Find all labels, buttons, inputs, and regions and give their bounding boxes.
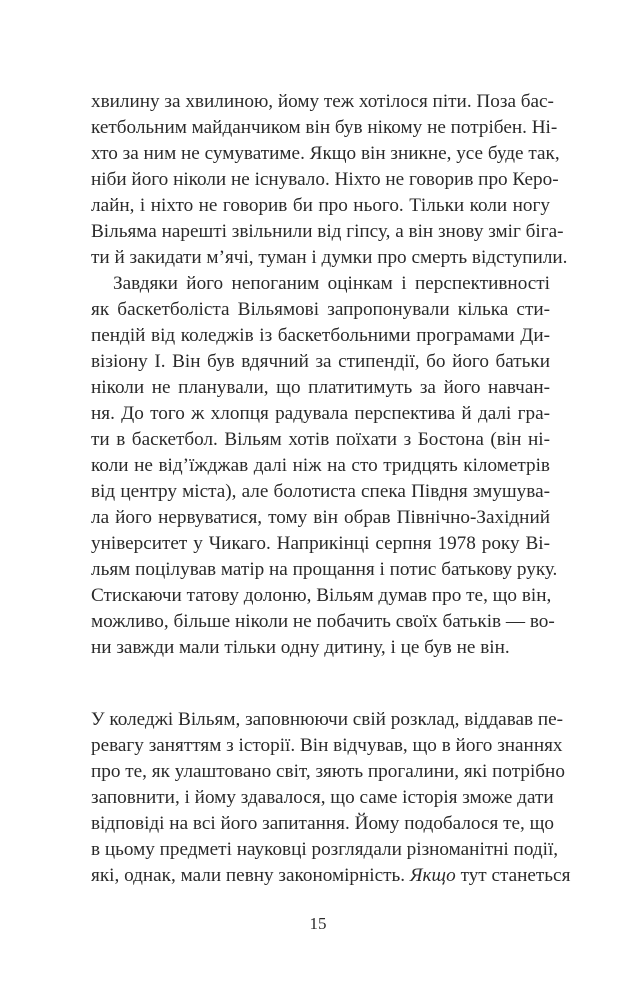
text-segment: які, однак, мали певну закономірність. bbox=[91, 865, 410, 886]
text-line: хто за ним не сумуватиме. Якщо він зникне, усе буде так, bbox=[91, 143, 560, 164]
paragraph-3 bbox=[91, 707, 571, 889]
text-line: ніколи не планували, що платитимуть за його навчан- bbox=[91, 377, 550, 398]
text-line: У коледжі Вільям, заповнюючи свій розклад, віддавав пе- bbox=[91, 709, 564, 730]
text-line: ла його нервуватися, тому він обрав Північно-Західний bbox=[91, 507, 550, 528]
text-line: ти в баскетбол. Вільям хотів поїхати з Бостона (він ні- bbox=[91, 429, 550, 450]
text-line: університет у Чикаго. Наприкінці серпня 1978 року Ві- bbox=[91, 533, 550, 554]
text-line: ня. До того ж хлопця радувала перспектива й далі гра- bbox=[91, 403, 550, 424]
text-segment: тут станеться bbox=[455, 865, 571, 886]
text-line: ни завжди мали тільки одну дитину, і це був не він. bbox=[91, 637, 510, 658]
text-line: візіону І. Він був вдячний за стипендії, бо його батьки bbox=[91, 351, 550, 372]
text-line: Завдяки його непоганим оцінкам і перспективності bbox=[113, 273, 550, 294]
text-line: заповнити, і йому здавалося, що саме історія зможе дати bbox=[91, 787, 554, 808]
page-body-top bbox=[91, 89, 568, 661]
paragraph-1 bbox=[91, 89, 568, 271]
paragraph-2 bbox=[91, 271, 558, 661]
text-line: ти й закидати м’ячі, туман і думки про смерть відступили. bbox=[91, 247, 568, 268]
text-line: ніби його ніколи не існувало. Ніхто не говорив про Керо- bbox=[91, 169, 559, 190]
text-line: хвилину за хвилиною, йому теж хотілося піти. Поза бас- bbox=[91, 91, 554, 112]
text-line: Вільяма нарешті звільнили від гіпсу, а він знову зміг біга- bbox=[91, 221, 564, 242]
italic-emphasis: Якщо bbox=[409, 865, 456, 886]
text-line: в цьому предметі науковці розглядали різноманітні події, bbox=[91, 839, 559, 860]
text-line: ревагу заняттям з історії. Він відчував, що в його знаннях bbox=[91, 735, 563, 756]
text-line: пендій від коледжів із баскетбольними програмами Ди- bbox=[91, 325, 550, 346]
text-line: можливо, більше ніколи не побачить своїх батьків — во- bbox=[91, 611, 555, 632]
text-line: від центру міста), але болотиста спека Півдня змушува- bbox=[91, 481, 550, 502]
text-line: коли не від’їжджав далі ніж на сто тридцять кілометрів bbox=[91, 455, 550, 476]
text-line: Стискаючи татову долоню, Вільям думав про те, що він, bbox=[91, 585, 552, 606]
text-line: про те, як улаштовано світ, зяють прогалини, які потрібно bbox=[91, 761, 565, 782]
text-line: льям поцілував матір на прощання і потис батькову руку. bbox=[91, 559, 558, 580]
text-line: відповіді на всі його запитання. Йому подобалося те, що bbox=[91, 813, 554, 834]
text-line bbox=[91, 863, 571, 889]
text-line: як баскетболіста Вільямові запропонували кілька сти- bbox=[91, 299, 550, 320]
text-line: кетбольним майданчиком він був нікому не потрібен. Ні- bbox=[91, 117, 558, 138]
text-line: лайн, і ніхто не говорив би про нього. Тільки коли ногу bbox=[91, 195, 550, 216]
page-number: 15 bbox=[309, 914, 327, 933]
